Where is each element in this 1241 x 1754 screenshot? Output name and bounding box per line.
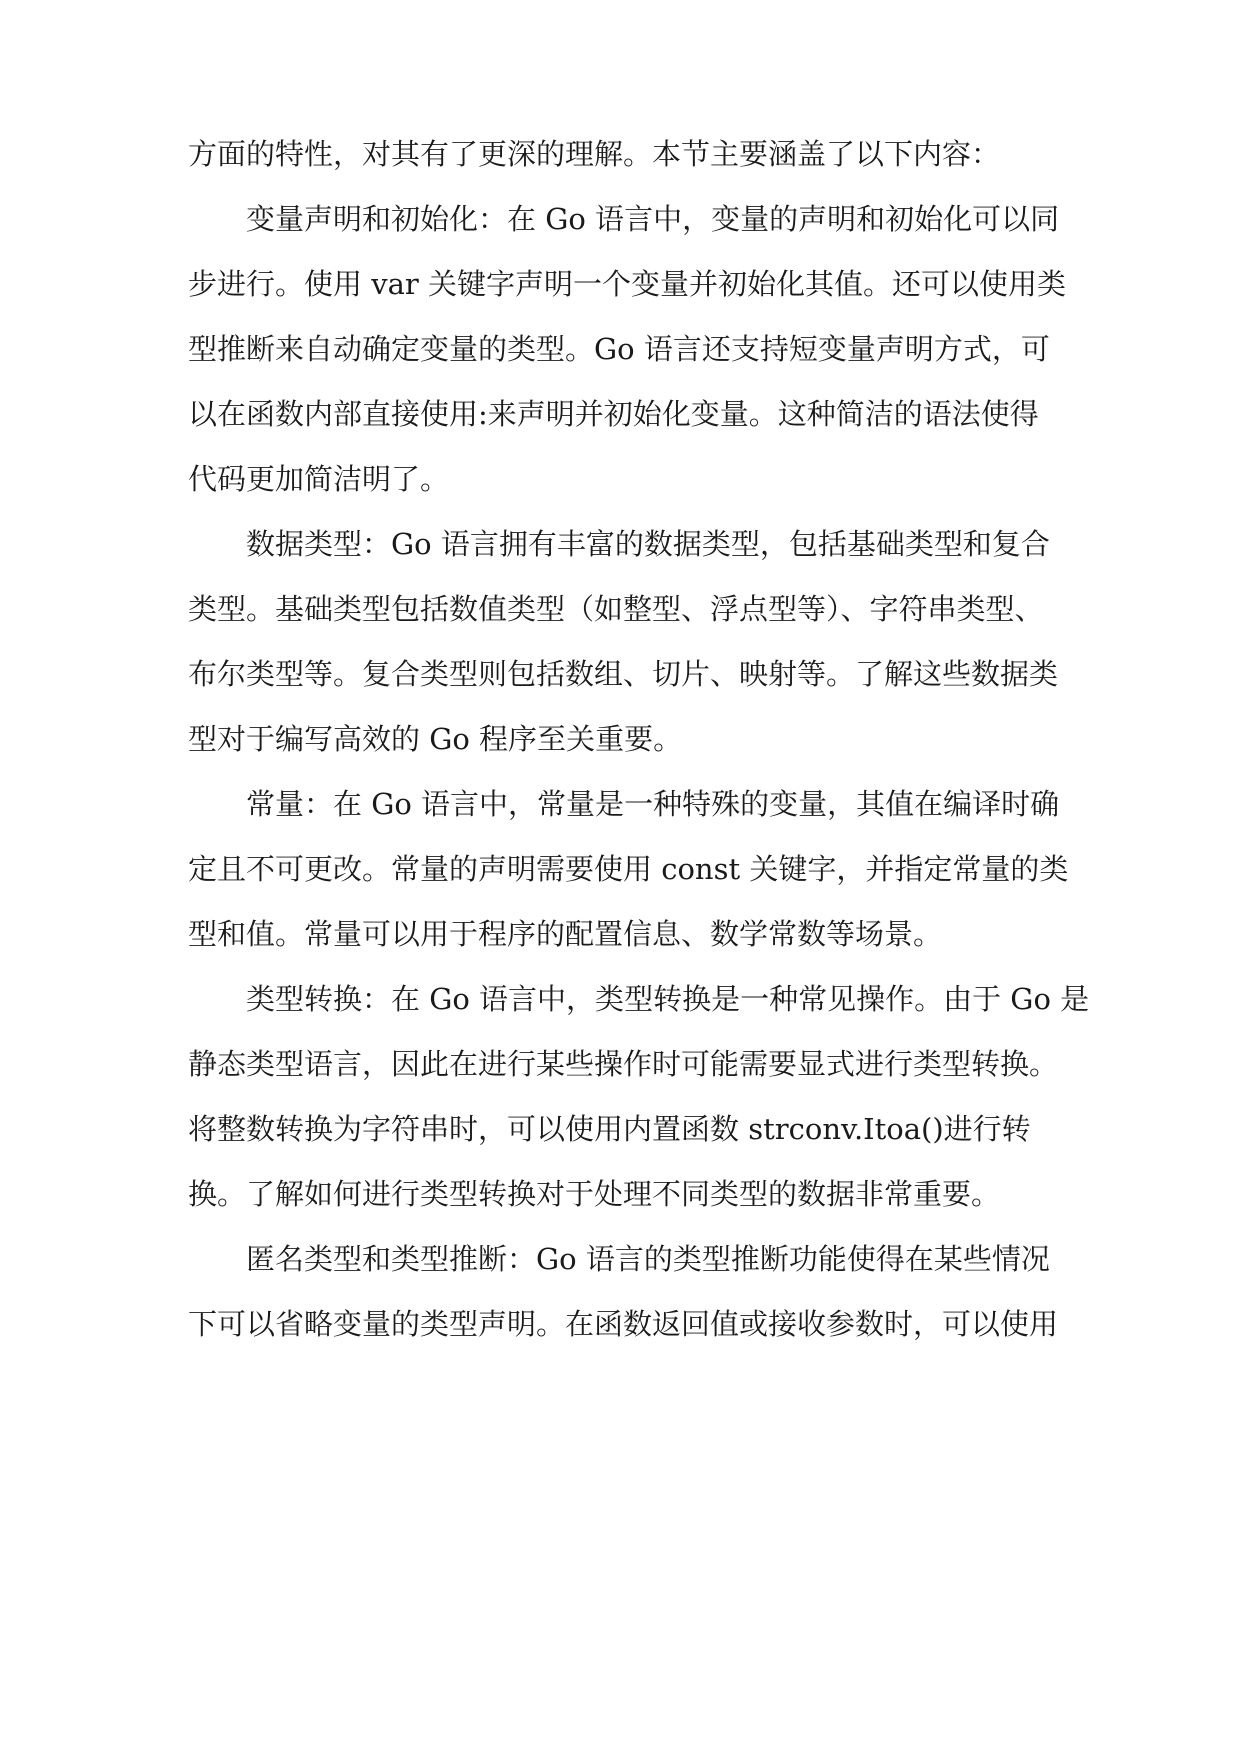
paragraph-first-line: 变量声明和初始化：在 Go 语言中，变量的声明和初始化可以同 xyxy=(246,202,1060,236)
text-line: 类型。基础类型包括数值类型（如整型、浮点型等）、字符串类型、 xyxy=(188,592,1044,626)
text-line: 将整数转换为字符串时，可以使用内置函数 strconv.Itoa()进行转 xyxy=(188,1112,1031,1146)
text-line: 布尔类型等。复合类型则包括数组、切片、映射等。了解这些数据类 xyxy=(188,657,1059,691)
text-line: 型推断来自动确定变量的类型。Go 语言还支持短变量声明方式，可 xyxy=(188,332,1050,366)
text-line: 型对于编写高效的 Go 程序至关重要。 xyxy=(188,722,683,756)
text-line: 下可以省略变量的类型声明。在函数返回值或接收参数时，可以使用 xyxy=(188,1307,1059,1341)
text-line: 方面的特性，对其有了更深的理解。本节主要涵盖了以下内容： xyxy=(188,137,1001,171)
text-line: 以在函数内部直接使用:来声明并初始化变量。这种简洁的语法使得 xyxy=(188,397,1039,431)
text-line: 型和值。常量可以用于程序的配置信息、数学常数等场景。 xyxy=(188,917,943,951)
paragraph-first-line: 匿名类型和类型推断：Go 语言的类型推断功能使得在某些情况 xyxy=(246,1242,1050,1276)
text-line: 代码更加简洁明了。 xyxy=(188,462,450,496)
text-line: 定且不可更改。常量的声明需要使用 const 关键字，并指定常量的类 xyxy=(188,852,1069,886)
paragraph-first-line: 数据类型：Go 语言拥有丰富的数据类型，包括基础类型和复合 xyxy=(246,527,1050,561)
text-line: 步进行。使用 var 关键字声明一个变量并初始化其值。还可以使用类 xyxy=(188,267,1066,301)
paragraph-first-line: 类型转换：在 Go 语言中，类型转换是一种常见操作。由于 Go 是 xyxy=(246,982,1090,1016)
text-line: 换。了解如何进行类型转换对于处理不同类型的数据非常重要。 xyxy=(188,1177,1001,1211)
paragraph-first-line: 常量：在 Go 语言中，常量是一种特殊的变量，其值在编译时确 xyxy=(246,787,1060,821)
text-line: 静态类型语言，因此在进行某些操作时可能需要显式进行类型转换。 xyxy=(188,1047,1059,1081)
